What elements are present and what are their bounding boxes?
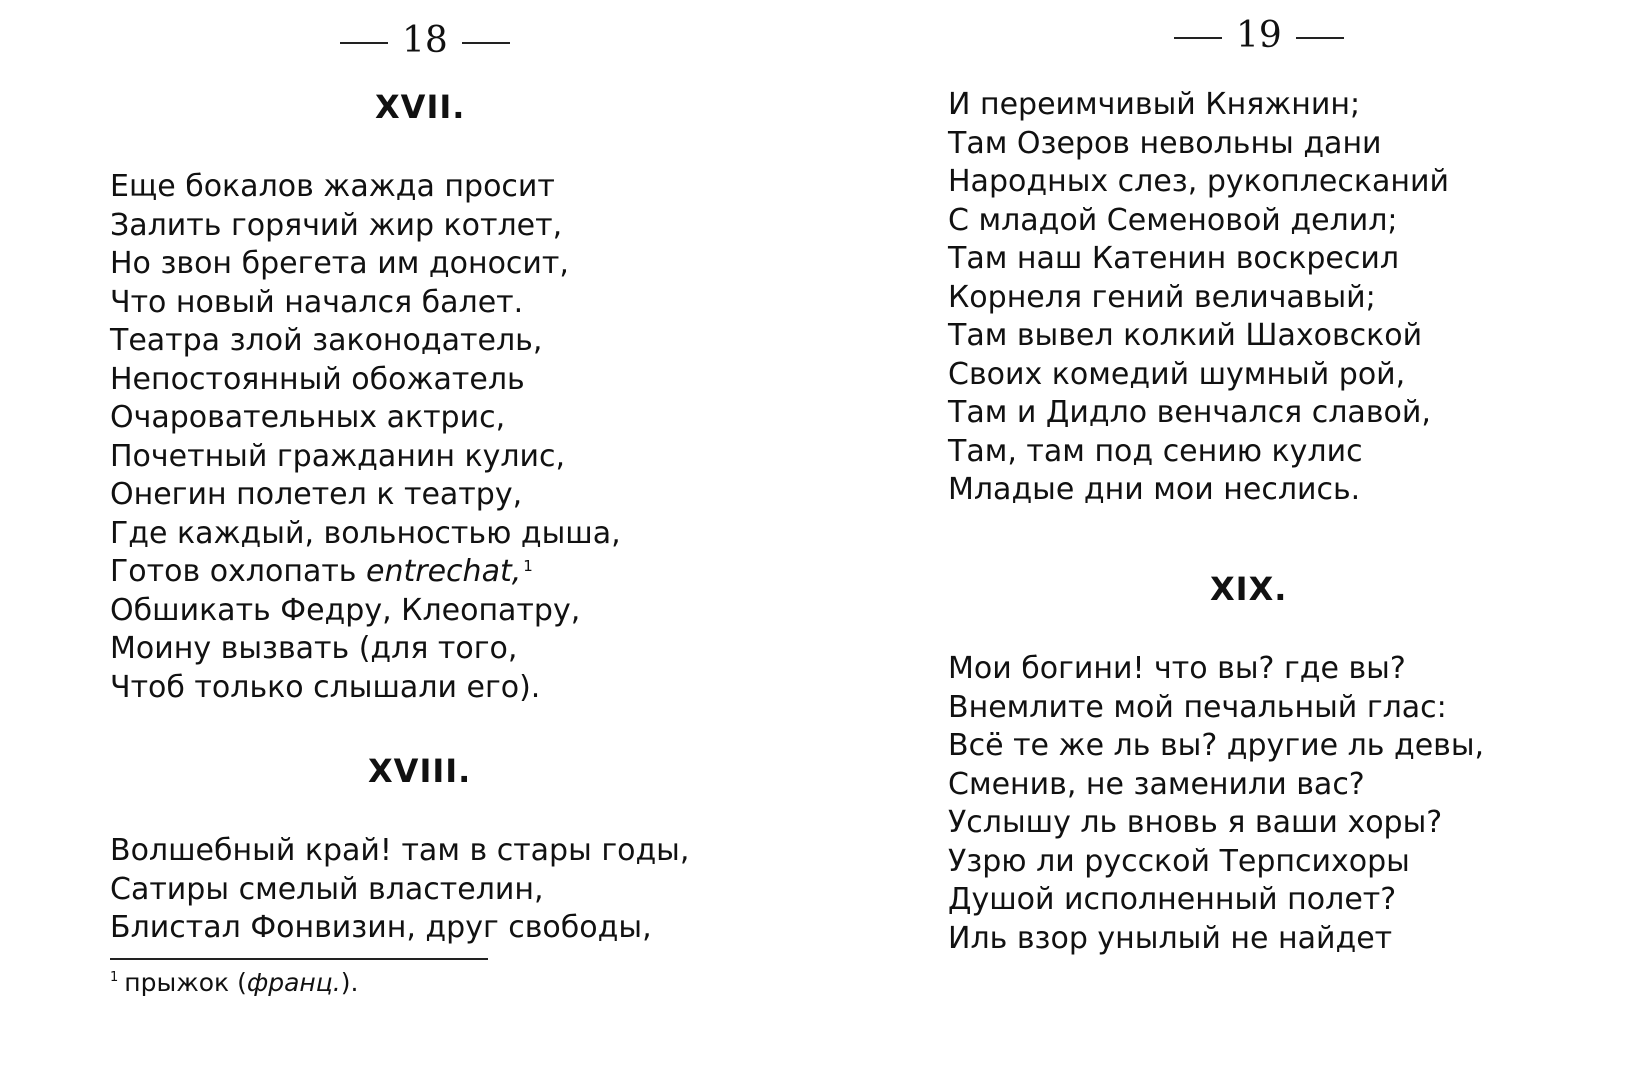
verse-line: Моину вызвать (для того, [110, 631, 518, 666]
verse-line: Непостоянный обожатель [110, 361, 525, 397]
verse-line-with-footnote [110, 553, 621, 592]
verse-line: Народных слез, рукоплесканий [948, 164, 1449, 199]
italic-word: entrechat, [366, 554, 522, 589]
verse-line: Сменив, не заменили вас? [948, 766, 1365, 802]
verse-line: Там и Дидло венчался славой, [948, 395, 1431, 430]
page-number-right [1160, 15, 1358, 56]
footnote-italic: франц. [246, 968, 341, 997]
verse-line: Внемлите мой печальный глас: [948, 689, 1447, 725]
footnote [110, 968, 358, 997]
verse-line: Театра злой законодатель, [110, 323, 543, 358]
verse-line: Корнеля гений величавый; [948, 279, 1376, 315]
verse-line: Блистал Фонвизин, друг свободы, [110, 910, 652, 945]
verse-line: Услышу ль вновь я ваши хоры? [948, 805, 1443, 840]
footnote-divider [110, 958, 488, 960]
page-number-right-text: 19 [1236, 15, 1282, 56]
verse-line: Мои богини! что вы? где вы? [948, 651, 1406, 686]
footnote-text: прыжок ( [124, 968, 247, 997]
verse-line: Залить горячий жир котлет, [110, 207, 563, 243]
folio-dash [462, 42, 510, 44]
verse-line: Где каждый, вольностью дыша, [110, 515, 621, 551]
right-page [823, 0, 1646, 1084]
verse-line: Но звон брегета им доносит, [110, 246, 569, 281]
verse-line: Онегин полетел к театру, [110, 477, 523, 512]
verse-line: Там наш Катенин воскресил [948, 241, 1400, 276]
stanza-title-xvii: XVII. [375, 88, 466, 126]
verse-line: Там вывел колкий Шаховской [948, 318, 1423, 353]
folio-dash [340, 42, 388, 44]
verse-line: Сатиры смелый властелин, [110, 871, 544, 907]
verse-line: Еще бокалов жажда просит [110, 169, 555, 204]
footnote-mark: 1 [110, 970, 119, 985]
verse-line: Там Озеров невольны дани [948, 125, 1382, 161]
footnote-reference[interactable]: 1 [523, 557, 533, 575]
page-number-left [326, 20, 524, 61]
verse-line: Почетный гражданин кулис, [110, 438, 566, 474]
stanza-title-xviii: XVIII. [368, 752, 472, 790]
verse-line: Чтоб только слышали его). [110, 669, 541, 705]
verse-line: Что новый начался балет. [110, 284, 524, 320]
verse-line: Душой исполненный полет? [948, 882, 1397, 917]
verse-line: Там, там под сению кулис [948, 433, 1363, 469]
verse-line: Всё те же ль вы? другие ль девы, [948, 728, 1485, 763]
verse-line: Обшикать Федру, Клеопатру, [110, 592, 581, 628]
stanza-xvii [110, 168, 621, 707]
verse-text: Готов охлопать [110, 554, 367, 589]
footnote-closing: ). [340, 968, 359, 997]
stanza-xviii [110, 832, 689, 948]
verse-line: И переимчивый Княжнин; [948, 87, 1361, 122]
verse-line: Иль взор унылый не найдет [948, 920, 1393, 956]
folio-dash [1296, 37, 1344, 39]
page-number-left-text: 18 [402, 20, 448, 61]
verse-line: Узрю ли русской Терпсихоры [948, 843, 1410, 879]
verse-line: С младой Семеновой делил; [948, 202, 1398, 238]
folio-dash [1174, 37, 1222, 39]
verse-line: Своих комедий шумный рой, [948, 356, 1406, 392]
stanza-xix [948, 650, 1484, 958]
verse-line: Младые дни мои неслись. [948, 472, 1361, 507]
verse-line: Волшебный край! там в стары годы, [110, 833, 690, 868]
stanza-title-xix: XIX. [1210, 570, 1288, 608]
verse-line: Очаровательных актрис, [110, 400, 506, 435]
stanza-xviii-continued [948, 86, 1449, 510]
